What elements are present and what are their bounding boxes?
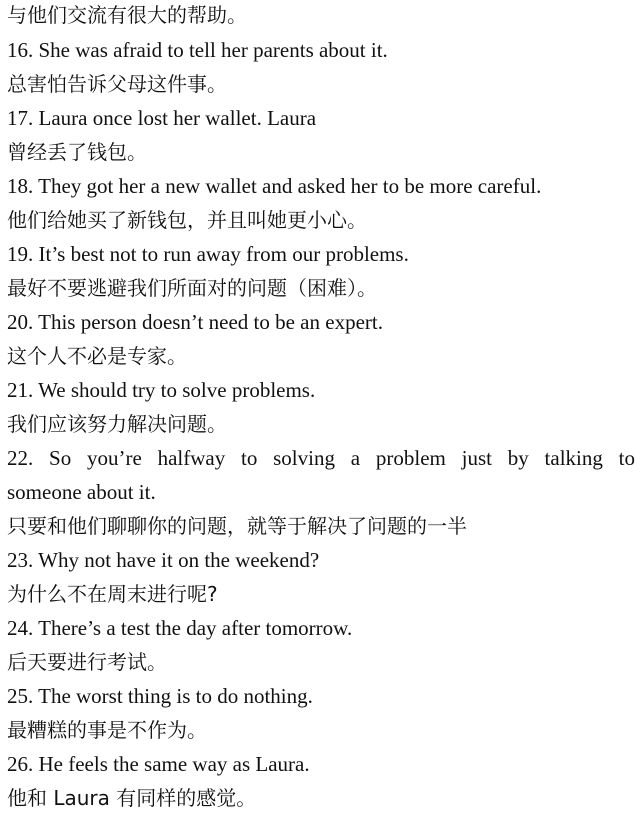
text-line-zh-15: 与他们交流有很大的帮助。 bbox=[7, 3, 247, 27]
text-line-zh-26: 他和 Laura 有同样的感觉。 bbox=[7, 786, 257, 810]
text-line-zh-25: 最糟糕的事是不作为。 bbox=[7, 718, 207, 742]
text-line-zh-24: 后天要进行考试。 bbox=[7, 650, 167, 674]
text-line-en-25: 25. The worst thing is to do nothing. bbox=[7, 684, 313, 708]
text-line-en-18: 18. They got her a new wallet and asked her to be more careful. bbox=[7, 174, 542, 198]
document-page bbox=[7, 0, 635, 815]
text-line-zh-22: 只要和他们聊聊你的问题，就等于解决了问题的一半 bbox=[7, 514, 467, 538]
text-line-en-16: 16. She was afraid to tell her parents about it. bbox=[7, 38, 388, 62]
text-line-en-19: 19. It’s best not to run away from our problems. bbox=[7, 242, 409, 266]
text-line-zh-16: 总害怕告诉父母这件事。 bbox=[7, 72, 227, 96]
text-line-zh-18: 他们给她买了新钱包，并且叫她更小心。 bbox=[7, 208, 367, 232]
text-line-zh-21: 我们应该努力解决问题。 bbox=[7, 412, 227, 436]
text-line-en-22a: 22. So you’re halfway to solving a problem just by talking to bbox=[7, 446, 635, 470]
text-line-zh-23: 为什么不在周末进行呢? bbox=[7, 582, 218, 606]
text-line-zh-20: 这个人不必是专家。 bbox=[7, 344, 187, 368]
text-line-en-17: 17. Laura once lost her wallet. Laura bbox=[7, 106, 317, 130]
text-line-zh-17: 曾经丢了钱包。 bbox=[7, 140, 147, 164]
text-line-en-24: 24. There’s a test the day after tomorrow. bbox=[7, 616, 353, 640]
text-line-en-21: 21. We should try to solve problems. bbox=[7, 378, 316, 402]
text-line-en-20: 20. This person doesn’t need to be an expert. bbox=[7, 310, 383, 334]
text-line-zh-19: 最好不要逃避我们所面对的问题（困难）。 bbox=[7, 276, 377, 300]
text-line-en-26: 26. He feels the same way as Laura. bbox=[7, 752, 310, 776]
text-line-en-22b: someone about it. bbox=[7, 480, 156, 504]
text-line-en-23: 23. Why not have it on the weekend? bbox=[7, 548, 320, 572]
